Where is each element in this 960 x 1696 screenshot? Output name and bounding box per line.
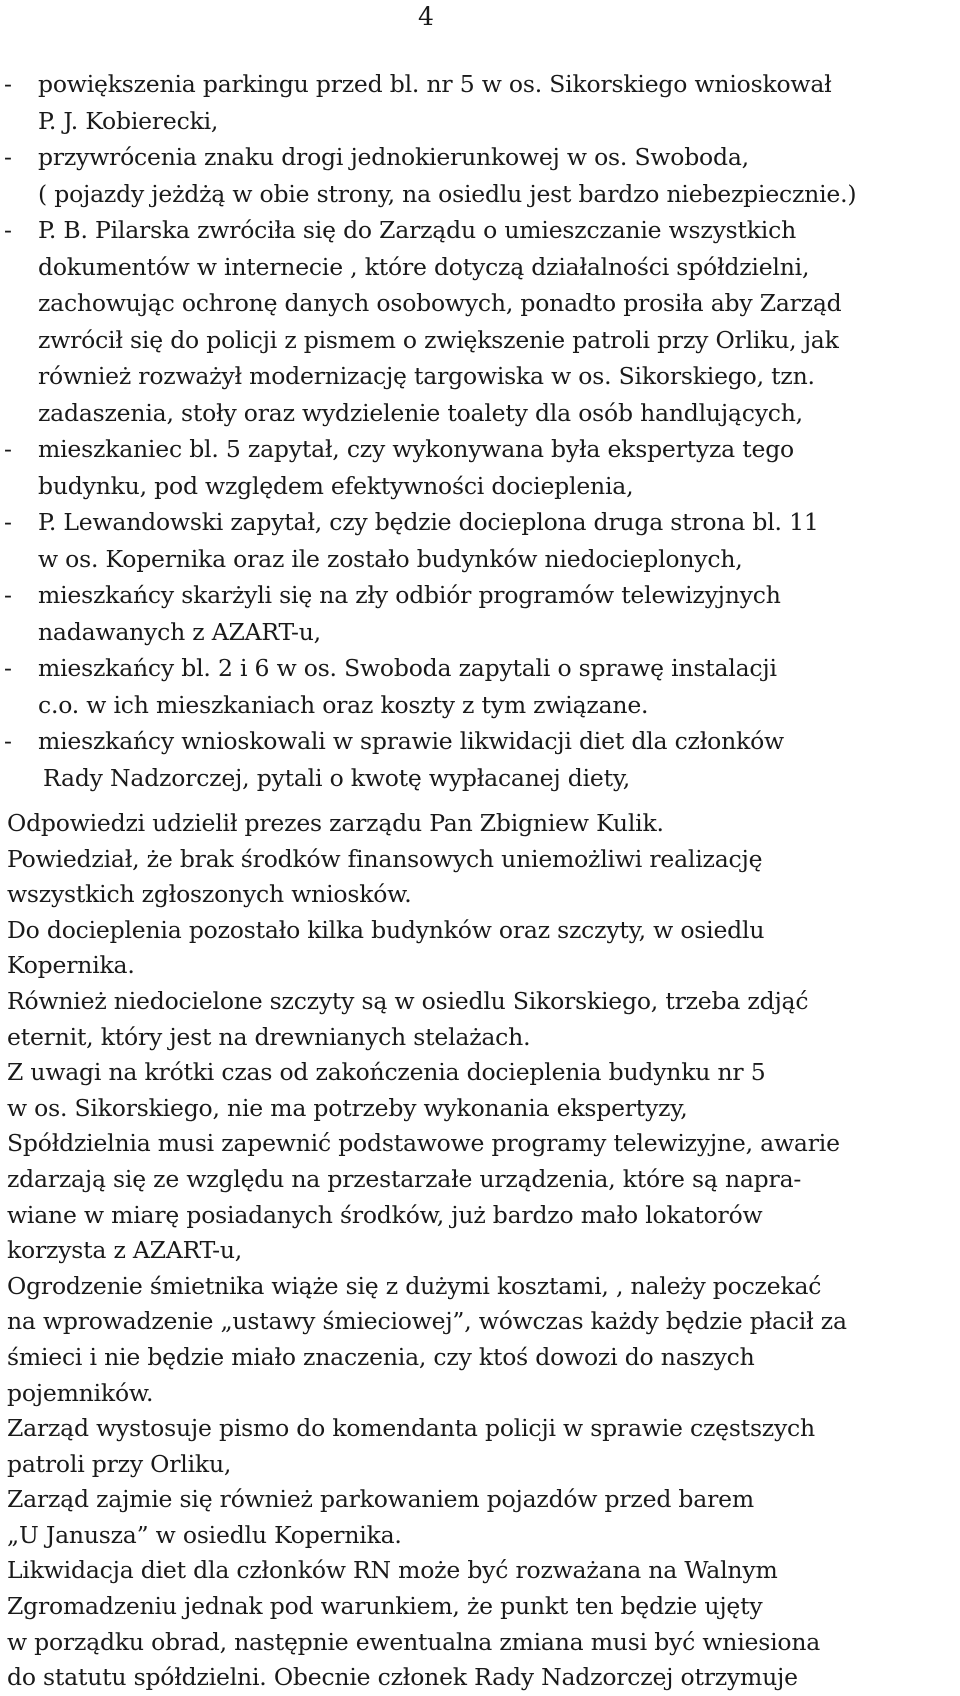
answer-line: w os. Sikorskiego, nie ma potrzeby wykonania ekspertyzy,: [7, 1093, 688, 1122]
list-dash: -: [4, 216, 12, 244]
list-dash: -: [4, 654, 12, 682]
answer-line: Kopernika.: [7, 951, 135, 980]
answer-line: Odpowiedzi udzielił prezes zarządu Pan Zbigniew Kulik.: [7, 809, 664, 837]
answer-paragraph: [7, 806, 957, 1696]
list-item-line: nadawanych z AZART-u,: [38, 617, 321, 646]
answer-line: Zarząd zajmie się również parkowaniem pojazdów przed barem: [7, 1485, 754, 1514]
answer-line: eternit, który jest na drewnianych stelażach.: [7, 1022, 531, 1051]
list-item-line: zadaszenia, stoły oraz wydzielenie toalety dla osób handlujących,: [38, 398, 803, 427]
list-dash: -: [4, 143, 12, 171]
answer-line: korzysta z AZART-u,: [7, 1236, 243, 1265]
answer-line: wszystkich zgłoszonych wniosków.: [7, 880, 412, 909]
list-item: [0, 650, 960, 723]
answer-line: Spółdzielnia musi zapewnić podstawowe programy telewizyjne, awarie: [7, 1129, 840, 1158]
list-item-line: powiększenia parkingu przed bl. nr 5 w os. Sikorskiego wnioskował: [38, 70, 832, 98]
list-item-line: również rozważył modernizację targowiska w os. Sikorskiego, tzn.: [38, 362, 815, 390]
list-dash: -: [4, 508, 12, 536]
list-item-line: P. J. Kobierecki,: [38, 106, 219, 135]
list-item-line: w os. Kopernika oraz ile zostało budynków niedocieplonych,: [38, 544, 743, 573]
list-item-line: budynku, pod względem efektywności docieplenia,: [38, 471, 634, 500]
list-item: [0, 723, 960, 796]
list-item: [0, 504, 960, 577]
answer-line: Również niedocielone szczyty są w osiedlu Sikorskiego, trzeba zdjąć: [7, 986, 809, 1015]
answer-line: Likwidacja diet dla członków RN może być rozważana na Walnym: [7, 1556, 778, 1585]
list-item-line: dokumentów w internecie , które dotyczą działalności spółdzielni,: [38, 252, 810, 281]
list-item-line: zachowując ochronę danych osobowych, ponadto prosiła aby Zarząd: [38, 289, 842, 317]
list-item-line: c.o. w ich mieszkaniach oraz koszty z tym związane.: [38, 690, 649, 719]
answer-line: śmieci i nie będzie miało znaczenia, czy ktoś dowozi do naszych: [7, 1342, 755, 1371]
list-dash: -: [4, 70, 12, 98]
list-item-line: Rady Nadzorczej, pytali o kwotę wypłacanej diety,: [43, 763, 631, 792]
list-item: [0, 577, 960, 650]
answer-line: na wprowadzenie „ustawy śmieciowej”, wówczas każdy będzie płacił za: [7, 1307, 847, 1336]
answer-line: Powiedział, że brak środków finansowych uniemożliwi realizację: [7, 844, 763, 873]
answer-line: Do docieplenia pozostało kilka budynków oraz szczyty, w osiedlu: [7, 915, 765, 944]
list-item-line: mieszkaniec bl. 5 zapytał, czy wykonywana była ekspertyza tego: [38, 435, 794, 463]
list-item: [0, 139, 960, 212]
list-dash: -: [4, 581, 12, 609]
list-dash: -: [4, 435, 12, 463]
list-item-line: ( pojazdy jeżdżą w obie strony, na osiedlu jest bardzo niebezpiecznie.): [38, 179, 857, 208]
answer-line: patroli przy Orliku,: [7, 1449, 232, 1478]
list-item-line: mieszkańcy bl. 2 i 6 w os. Swoboda zapytali o sprawę instalacji: [38, 654, 777, 682]
list-dash: -: [4, 727, 12, 755]
list-item-line: P. B. Pilarska zwróciła się do Zarządu o umieszczanie wszystkich: [38, 216, 797, 244]
answer-line: Zarząd wystosuje pismo do komendanta policji w sprawie częstszych: [7, 1414, 815, 1443]
list-item-line: zwrócił się do policji z pismem o zwiększenie patroli przy Orliku, jak: [38, 325, 839, 354]
answer-line: „U Janusza” w osiedlu Kopernika.: [7, 1520, 402, 1549]
list-item: [0, 66, 960, 139]
list-item-line: mieszkańcy skarżyli się na zły odbiór programów telewizyjnych: [38, 581, 781, 609]
answer-line: zdarzają się ze względu na przestarzałe urządzenia, które są napra-: [7, 1164, 802, 1193]
answer-line: Z uwagi na krótki czas od zakończenia docieplenia budynku nr 5: [7, 1058, 766, 1087]
answer-line: do statutu spółdzielni. Obecnie członek Rady Nadzorczej otrzymuje: [7, 1663, 798, 1692]
list-item: [0, 212, 960, 431]
answer-line: pojemników.: [7, 1378, 154, 1407]
list-item-line: przywrócenia znaku drogi jednokierunkowej w os. Swoboda,: [38, 143, 749, 171]
answer-line: Ogrodzenie śmietnika wiąże się z dużymi kosztami, , należy poczekać: [7, 1271, 822, 1300]
answer-line: wiane w miarę posiadanych środków, już bardzo mało lokatorów: [7, 1200, 763, 1229]
list-item: [0, 431, 960, 504]
bullet-list: [0, 66, 960, 796]
answer-line: Zgromadzeniu jednak pod warunkiem, że punkt ten będzie ujęty: [7, 1592, 763, 1621]
list-item-line: P. Lewandowski zapytał, czy będzie docieplona druga strona bl. 11: [38, 508, 819, 536]
page-number: 4: [418, 2, 434, 31]
answer-line: w porządku obrad, następnie ewentualna zmiana musi być wniesiona: [7, 1627, 821, 1656]
list-item-line: mieszkańcy wnioskowali w sprawie likwidacji diet dla członków: [38, 727, 784, 755]
